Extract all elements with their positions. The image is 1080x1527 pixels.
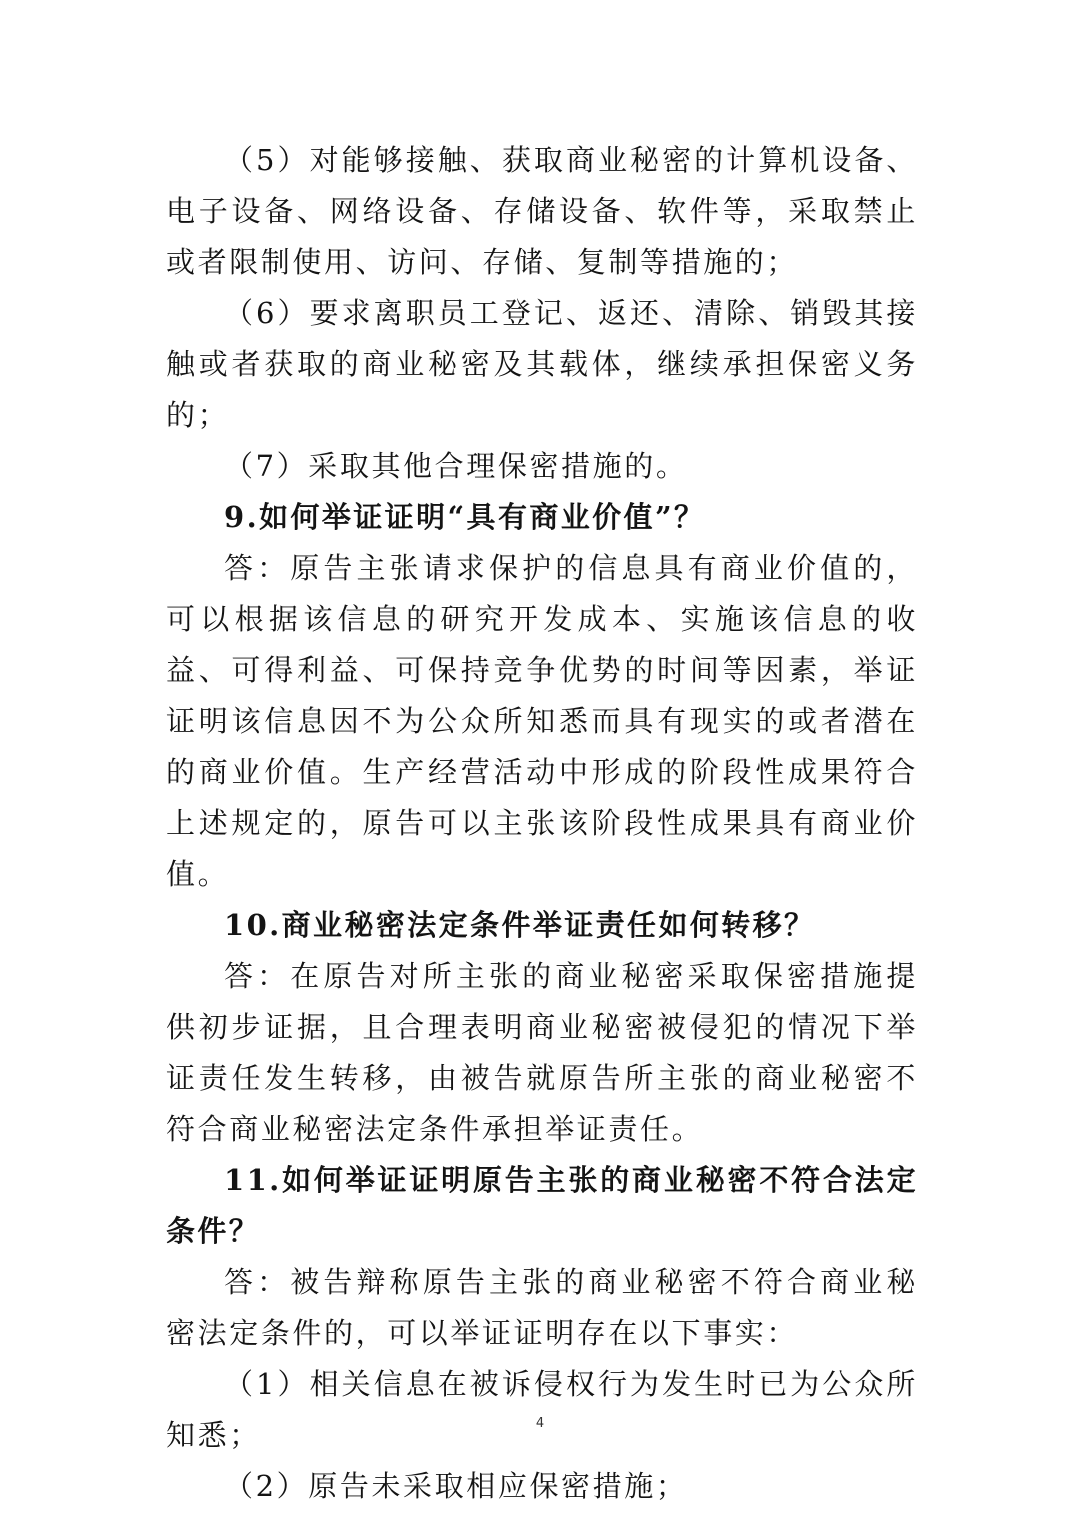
answer-paragraph-10: 答：在原告对所主张的商业秘密采取保密措施提供初步证据，且合理表明商业秘密被侵犯的情况下举证责任发生转移，由被告就原告所主张的商业秘密不符合商业秘密法定条件承担举证责任。 (166, 959, 918, 1146)
document-body (166, 135, 918, 1512)
page-number: 4 (535, 1416, 545, 1431)
answer-paragraph-11: 答：被告辩称原告主张的商业秘密不符合商业秘密法定条件的，可以举证证明存在以下事实： (166, 1265, 918, 1350)
paragraph-item-7: （7）采取其他合理保密措施的。 (224, 449, 688, 483)
question-heading-11: 11.如何举证证明原告主张的商业秘密不符合法定条件？ (166, 1163, 918, 1248)
paragraph-item-6: （6）要求离职员工登记、返还、清除、销毁其接触或者获取的商业秘密及其载体，继续承担保密义务的； (166, 296, 918, 432)
paragraph-item-2: （2）原告未采取相应保密措施； (224, 1469, 688, 1503)
answer-paragraph-9: 答：原告主张请求保护的信息具有商业价值的，可以根据该信息的研究开发成本、实施该信息的收益、可得利益、可保持竞争优势的时间等因素，举证证明该信息因不为公众所知悉而具有现实的或者潜在的商业价值。生产经营活动中形成的阶段性成果符合上述规定的，原告可以主张该阶段性成果具有商业价值。 (166, 551, 918, 891)
question-heading-10: 10.商业秘密法定条件举证责任如何转移？ (224, 908, 816, 942)
question-heading-9: 9.如何举证证明“具有商业价值”？ (224, 500, 706, 534)
paragraph-item-1: （1）相关信息在被诉侵权行为发生时已为公众所知悉； (166, 1367, 918, 1452)
paragraph-item-5: （5）对能够接触、获取商业秘密的计算机设备、电子设备、网络设备、存储设备、软件等，采取禁止或者限制使用、访问、存储、复制等措施的； (166, 143, 918, 279)
